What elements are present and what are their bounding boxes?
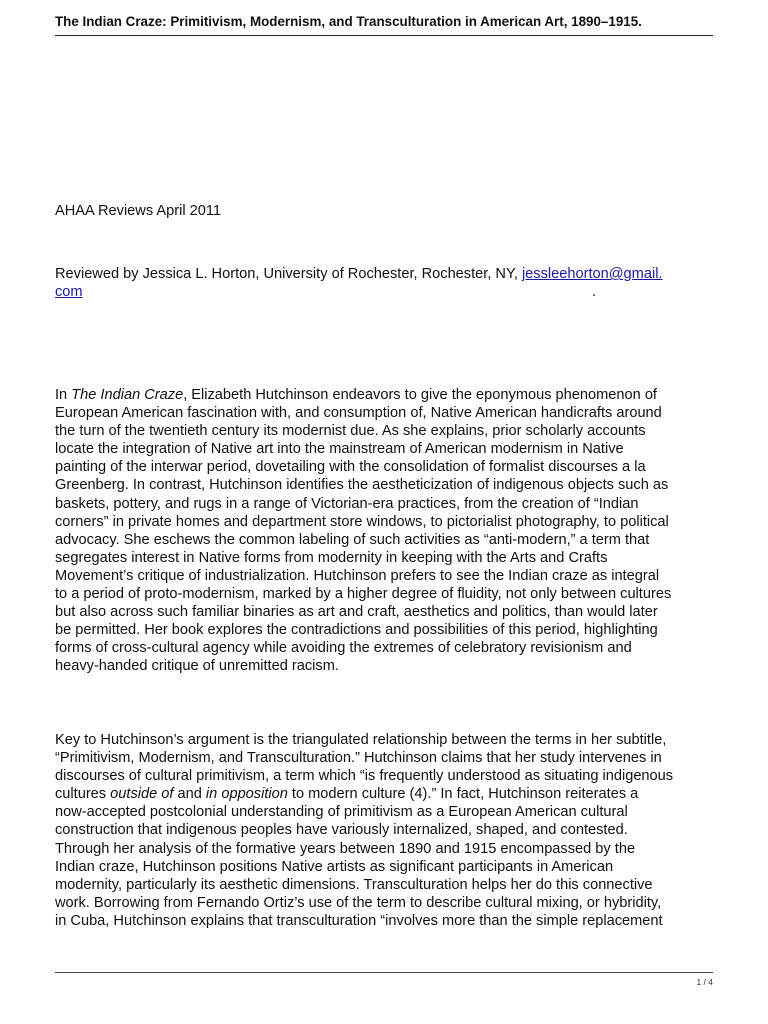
- text-line: baskets, pottery, and rugs in a range of Victorian-era practices, from the creation of “Indian: [55, 495, 639, 512]
- footer-rule: [55, 972, 713, 973]
- text-line: corners” in private homes and department store windows, to pictorialist photography, to political: [55, 513, 669, 530]
- text-line: Greenberg. In contrast, Hutchinson identifies the aestheticization of indigenous objects such as: [55, 477, 669, 494]
- paragraph-2: [55, 731, 715, 930]
- document-header-title: The Indian Craze: Primitivism, Modernism, and Transculturation in American Art, 1890–1915.: [55, 14, 713, 36]
- email-link[interactable]: jessleehorton@gmail.: [521, 266, 663, 282]
- text-line: forms of cross-cultural agency while avoiding the extremes of celebratory revisionism and: [55, 640, 632, 657]
- book-title: The Indian Craze: [71, 387, 184, 403]
- text-line: to a period of proto-modernism, marked by a higher degree of fluidity, not only between cultures: [55, 586, 672, 603]
- text-line: painting of the interwar period, dovetailing with the consolidation of formalist discourses a la: [55, 459, 646, 476]
- text-line: modernity, particularly its aesthetic dimensions. Transculturation helps her do this connective: [55, 876, 653, 893]
- paragraph-1: [55, 386, 715, 676]
- text-line: Key to Hutchinson’s argument is the triangulated relationship between the terms in her subtitle,: [55, 732, 667, 748]
- text-line: construction that indigenous peoples have variously internalized, shaped, and contested.: [55, 822, 628, 839]
- issue-line: AHAA Reviews April 2011: [55, 203, 222, 219]
- text-line: discourses of cultural primitivism, a term which “is frequently understood as situating indigenous: [55, 768, 674, 785]
- text-line: locate the integration of Native art into the mainstream of American modernism in Native: [55, 441, 624, 458]
- text-line-with-italics: cultures outside of and in opposition to modern culture (4).” In fact, Hutchinson reiterates a: [55, 786, 639, 803]
- text-line: Movement’s critique of industrialization. Hutchinson prefers to see the Indian craze as integral: [55, 567, 660, 584]
- text-line: but also across such familiar binaries as art and craft, aesthetics and politics, than would later: [55, 604, 658, 621]
- text-line: now-accepted postcolonial understanding of primitivism as a European American cultural: [55, 804, 628, 821]
- text-line: Indian craze, Hutchinson positions Native artists as significant participants in American: [55, 858, 614, 875]
- page-number: 1 / 4: [696, 977, 713, 987]
- text-line: European American fascination with, and consumption of, Native American handicrafts around: [55, 405, 662, 422]
- paragraph-1-line-1: In The Indian Craze, Elizabeth Hutchinson endeavors to give the eponymous phenomenon of: [55, 387, 657, 403]
- text-line: the turn of the twentieth century its modernist due. As she explains, prior scholarly accounts: [55, 423, 646, 440]
- text-line: in Cuba, Hutchinson explains that transculturation “involves more than the simple replacement: [55, 912, 663, 929]
- text-line: Through her analysis of the formative years between 1890 and 1915 encompassed by the: [55, 840, 636, 857]
- text-line: advocacy. She eschews the common labeling of such activities as “anti-modern,” a term that: [55, 531, 650, 548]
- text-line: “Primitivism, Modernism, and Transculturation.” Hutchinson claims that her study intervenes in: [55, 750, 662, 767]
- text-line: be permitted. Her book explores the contradictions and possibilities of this period, highlighting: [55, 622, 658, 639]
- text-line: work. Borrowing from Fernando Ortiz’s use of the term to describe cultural mixing, or hybridity,: [55, 894, 662, 911]
- byline-period: .: [592, 284, 597, 301]
- text-line: segregates interest in Native forms from modernity in keeping with the Arts and Crafts: [55, 549, 608, 566]
- email-link-continued[interactable]: com: [55, 284, 83, 301]
- byline: [55, 265, 715, 301]
- text-line: heavy-handed critique of unremitted racism.: [55, 658, 339, 675]
- byline-text: Reviewed by Jessica L. Horton, University of Rochester, Rochester, NY,: [55, 266, 522, 282]
